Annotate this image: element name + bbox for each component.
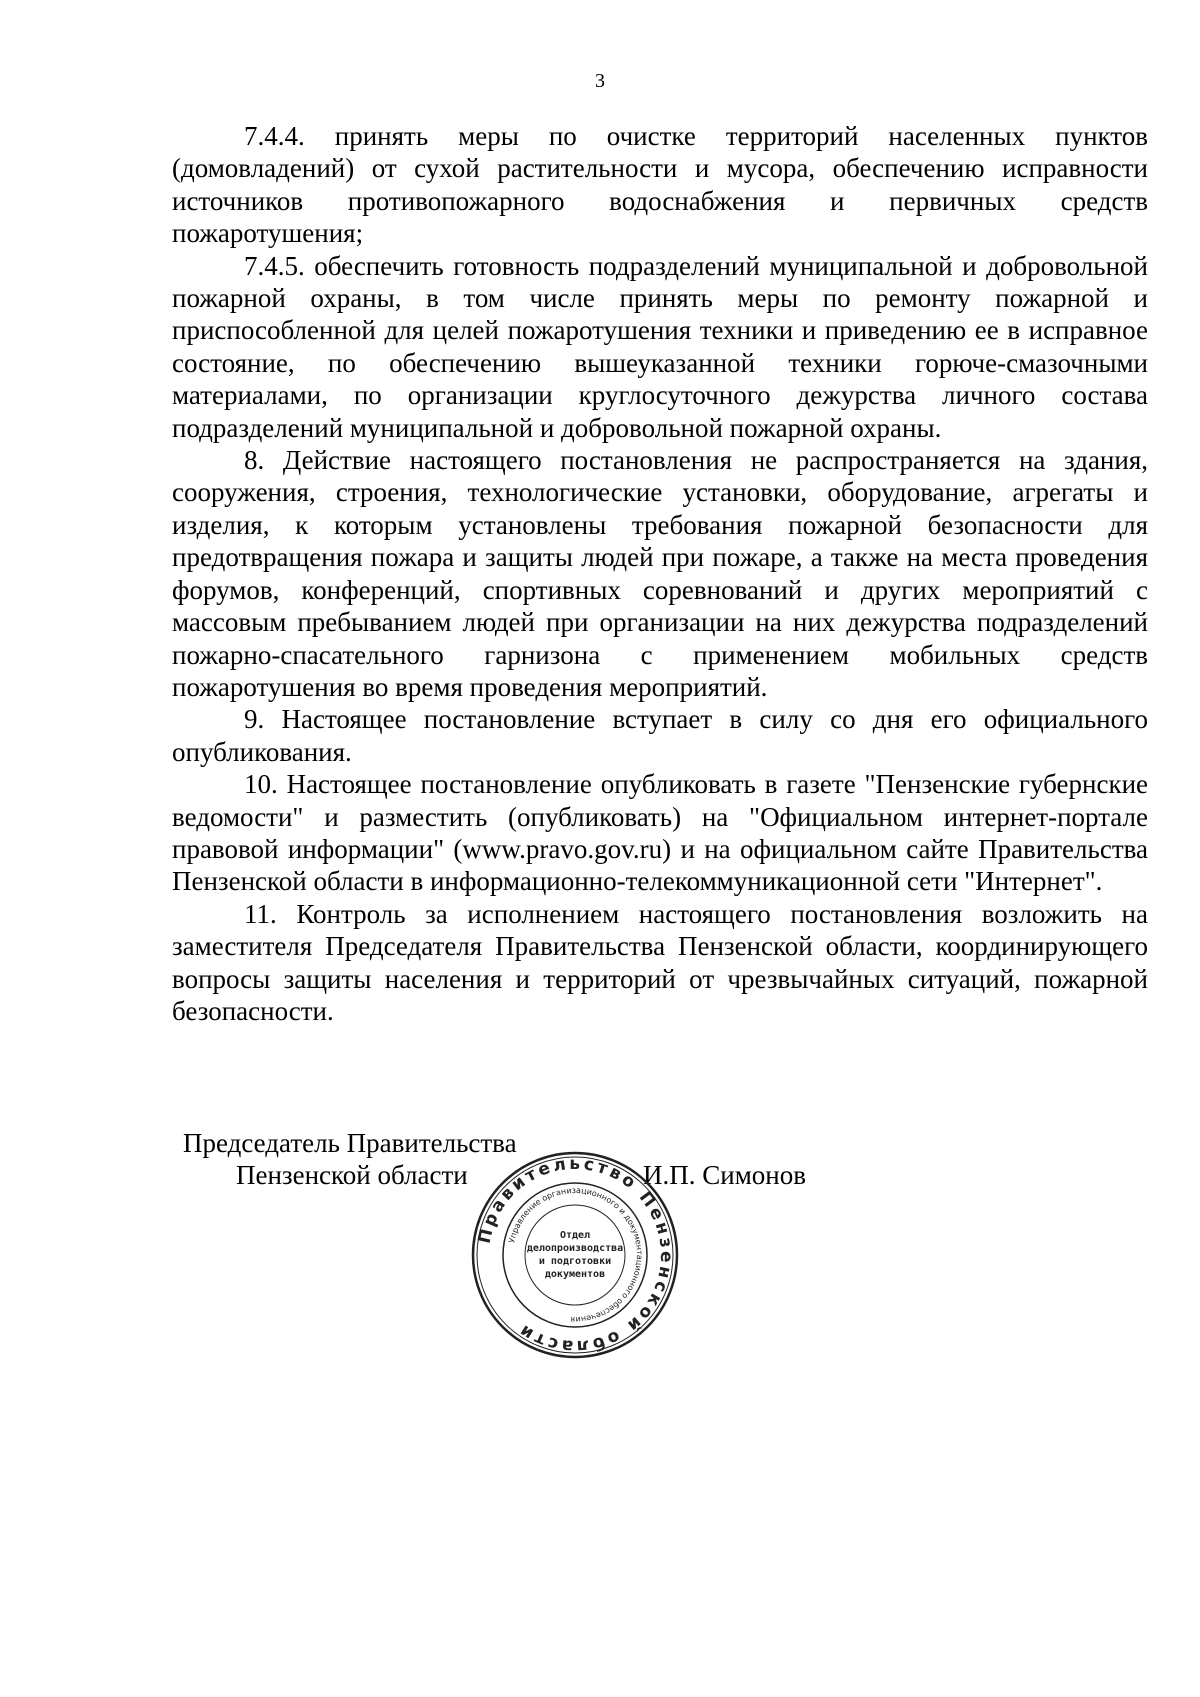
document-body xyxy=(172,120,1148,1027)
svg-text:Управление организационного и xyxy=(507,1186,644,1324)
paragraph-10: 10. Настоящее постановление опубликовать в газете "Пензенские губернские ведомости" и разместить (опубликовать) на "Официальном интернет-портале правовой информации" (www.pravo.gov.ru) и на официальном сайте Правительства Пензенской области в информационно-телекоммуникационной сети "Интернет". xyxy=(172,769,1148,897)
paragraph-11: 11. Контроль за исполнением настоящего постановления возложить на заместителя Председателя Правительства Пензенской области, координирующего вопросы защиты населения и территорий от чрезвычайных ситуаций, пожарной безопасности. xyxy=(172,898,1148,1026)
seal-inner-ring-text: Управление организационного и документационного обеспечения xyxy=(507,1185,645,1325)
seal-graphic xyxy=(470,1150,680,1360)
seal-center-line-4: документов xyxy=(544,1269,606,1280)
paragraph-7-4-4: 7.4.4. принять меры по очистке территорий населенных пунктов (домовладений) от сухой растительности и мусора, обеспечению исправности источников противопожарного водоснабжения и первичных средств пожаротушения; xyxy=(172,121,1148,249)
paragraph-7-4-5: 7.4.5. обеспечить готовность подразделений муниципальной и добровольной пожарной охраны, в том числе принять меры по ремонту пожарной и приспособленной для целей пожаротушения техники и приведению ее в исправное состояние, по обеспечению вышеуказанной техники горюче-смазочными материалами, по организации круглосуточного дежурства личного состава подразделений муниципальной и добровольной пожарной охраны. xyxy=(172,250,1148,443)
paragraph-8: 8. Действие настоящего постановления не распространяется на здания, сооружения, строения, технологические установки, оборудование, агрегаты и изделия, к которым установлены требования пожарной безопасности для предотвращения пожара и защиты людей при пожаре, а также на места проведения форумов, конференций, спортивных соревнований и других мероприятий с массовым пребыванием людей при организации на них дежурства подразделений пожарно-спасательного гарнизона с применением мобильных средств пожаротушения во время проведения мероприятий. xyxy=(172,445,1148,702)
page-number: 3 xyxy=(595,70,605,92)
seal-center-line-1: Отдел xyxy=(559,1230,591,1241)
official-seal xyxy=(470,1150,680,1360)
paragraph-9: 9. Настоящее постановление вступает в силу со дня его официального опубликования. xyxy=(172,704,1148,767)
signatory-title-line-2: Пензенской области xyxy=(236,1160,468,1190)
seal-center-line-2: делопроизводства xyxy=(526,1243,624,1254)
signatory-title-line-1: Председатель Правительства xyxy=(183,1128,517,1158)
seal-outer-text: Правительство Пензенской области xyxy=(474,1153,677,1357)
signatory-name: И.П. Симонов xyxy=(643,1160,806,1190)
seal-center-line-3: и подготовки xyxy=(538,1256,612,1267)
